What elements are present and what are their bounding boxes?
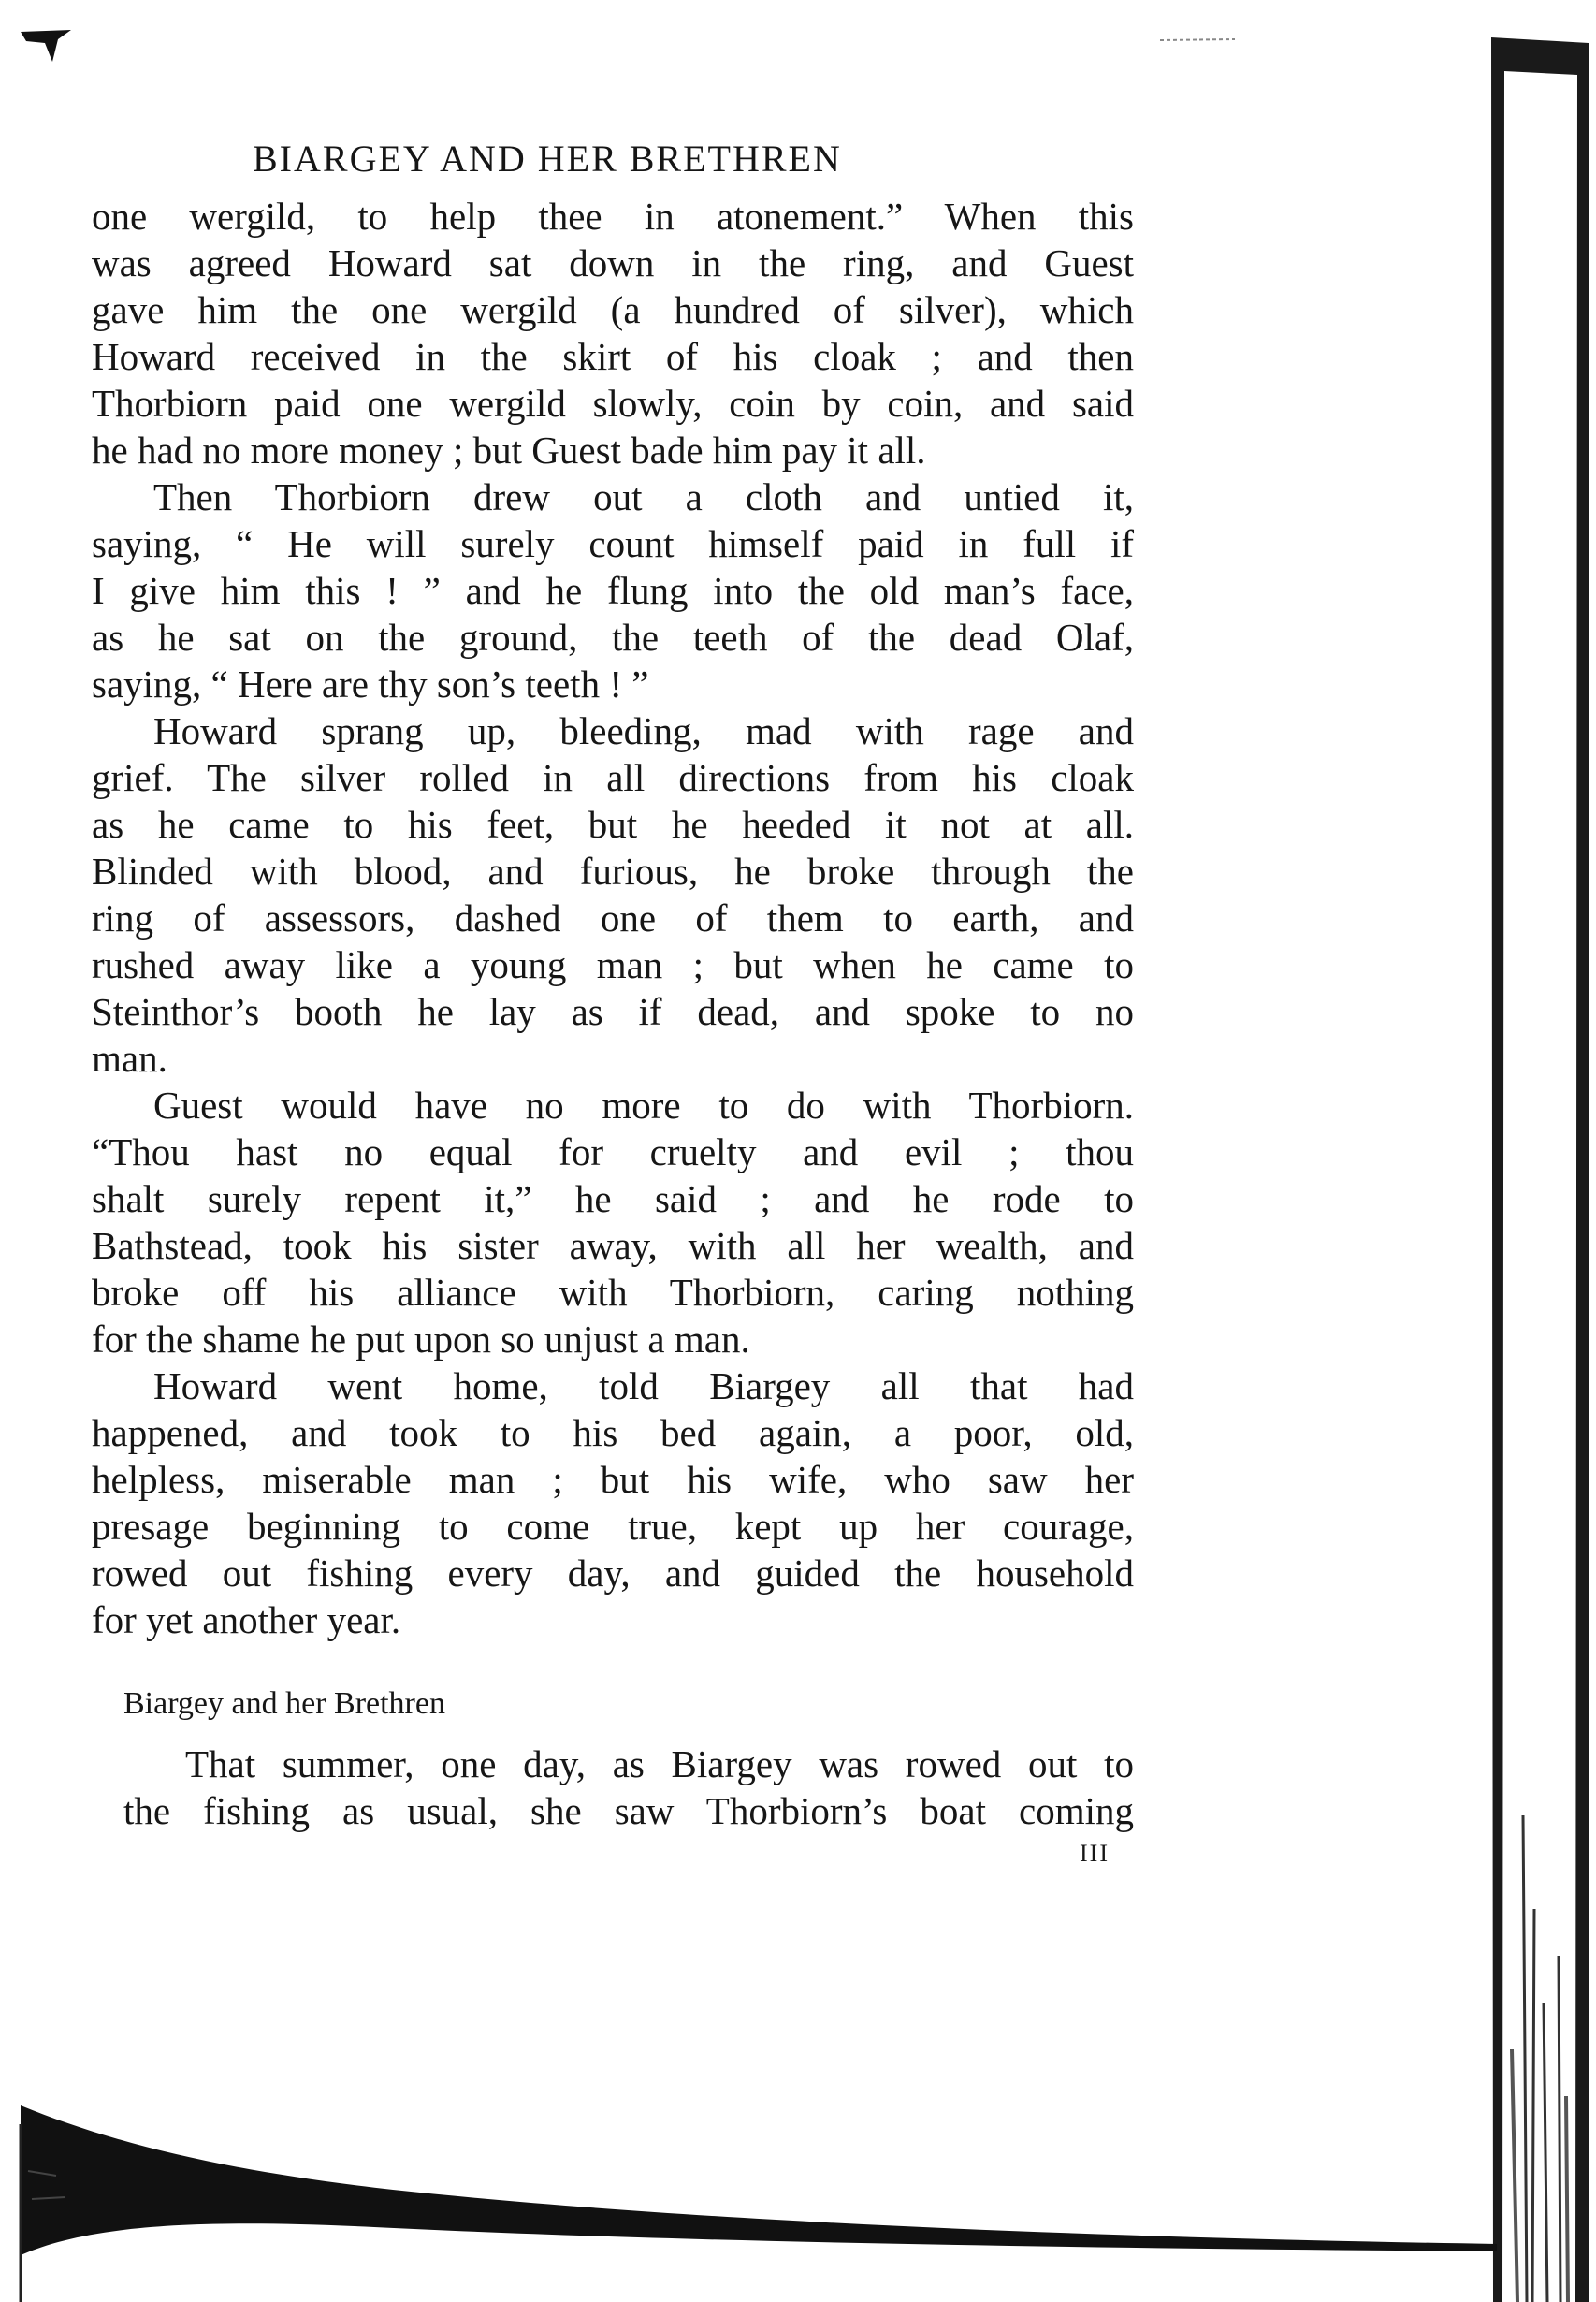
text-line: Howard sprang up, bleeding, mad with rage and <box>153 709 1134 752</box>
scan-smudge <box>1160 37 1235 43</box>
corner-mark-icon <box>21 30 71 62</box>
text-line: That summer, one day, as Biargey was rowed out to <box>185 1742 1134 1785</box>
text-line: as he sat on the ground, the teeth of the dead Olaf, <box>92 616 1134 659</box>
text-line: for the shame he put upon so unjust a man. <box>92 1318 750 1361</box>
text-line: “Thou hast no equal for cruelty and evil ; thou <box>92 1130 1134 1173</box>
text-line: Bathstead, took his sister away, with all her wealth, and <box>92 1224 1134 1267</box>
page-number: III <box>1080 1840 1110 1867</box>
text-line: Howard went home, told Biargey all that had <box>153 1364 1134 1407</box>
running-head: BIARGEY AND HER BRETHREN <box>253 138 842 180</box>
text-line: grief. The silver rolled in all directions from his cloak <box>92 756 1134 799</box>
text-line: shalt surely repent it,” he said ; and he rode to <box>92 1177 1134 1220</box>
text-line: ring of assessors, dashed one of them to earth, and <box>92 896 1134 940</box>
text-line: for yet another year. <box>92 1598 401 1641</box>
text-line: he had no more money ; but Guest bade him pay it all. <box>92 429 926 472</box>
text-line: rushed away like a young man ; but when he came to <box>92 943 1134 986</box>
text-line: I give him this ! ” and he flung into the old man’s face, <box>92 569 1134 612</box>
text-line: presage beginning to come true, kept up her courage, <box>92 1505 1134 1548</box>
section-body-text <box>123 1741 1134 1834</box>
text-line: rowed out fishing every day, and guided the household <box>92 1552 1134 1595</box>
text-line: as he came to his feet, but he heeded it not at all. <box>92 803 1134 846</box>
page-bottom-shadow <box>0 2087 1497 2302</box>
text-line: saying, “ Here are thy son’s teeth ! ” <box>92 663 649 706</box>
section-title: Biargey and her Brethren <box>123 1686 445 1721</box>
text-line: Blinded with blood, and furious, he broke through the <box>92 850 1134 893</box>
text-line: broke off his alliance with Thorbiorn, caring nothing <box>92 1271 1134 1314</box>
text-line: Guest would have no more to do with Thorbiorn. <box>153 1084 1134 1127</box>
text-line: gave him the one wergild (a hundred of silver), which <box>92 288 1134 331</box>
text-line: was agreed Howard sat down in the ring, and Guest <box>92 241 1134 284</box>
text-line: the fishing as usual, she saw Thorbiorn’s boat coming <box>123 1789 1134 1832</box>
text-line: helpless, miserable man ; but his wife, who saw her <box>92 1458 1134 1501</box>
text-line: saying, “ He will surely count himself paid in full if <box>92 522 1134 565</box>
book-spine-edge <box>1486 37 1596 2302</box>
text-line: happened, and took to his bed again, a poor, old, <box>92 1411 1134 1454</box>
text-line: Howard received in the skirt of his cloak ; and then <box>92 335 1134 378</box>
text-line: Thorbiorn paid one wergild slowly, coin by coin, and said <box>92 382 1134 425</box>
text-line: one wergild, to help thee in atonement.” When this <box>92 195 1134 238</box>
text-line: Then Thorbiorn drew out a cloth and untied it, <box>153 475 1134 518</box>
body-text <box>92 193 1134 1643</box>
text-line: man. <box>92 1037 167 1080</box>
text-line: Steinthor’s booth he lay as if dead, and spoke to no <box>92 990 1134 1033</box>
